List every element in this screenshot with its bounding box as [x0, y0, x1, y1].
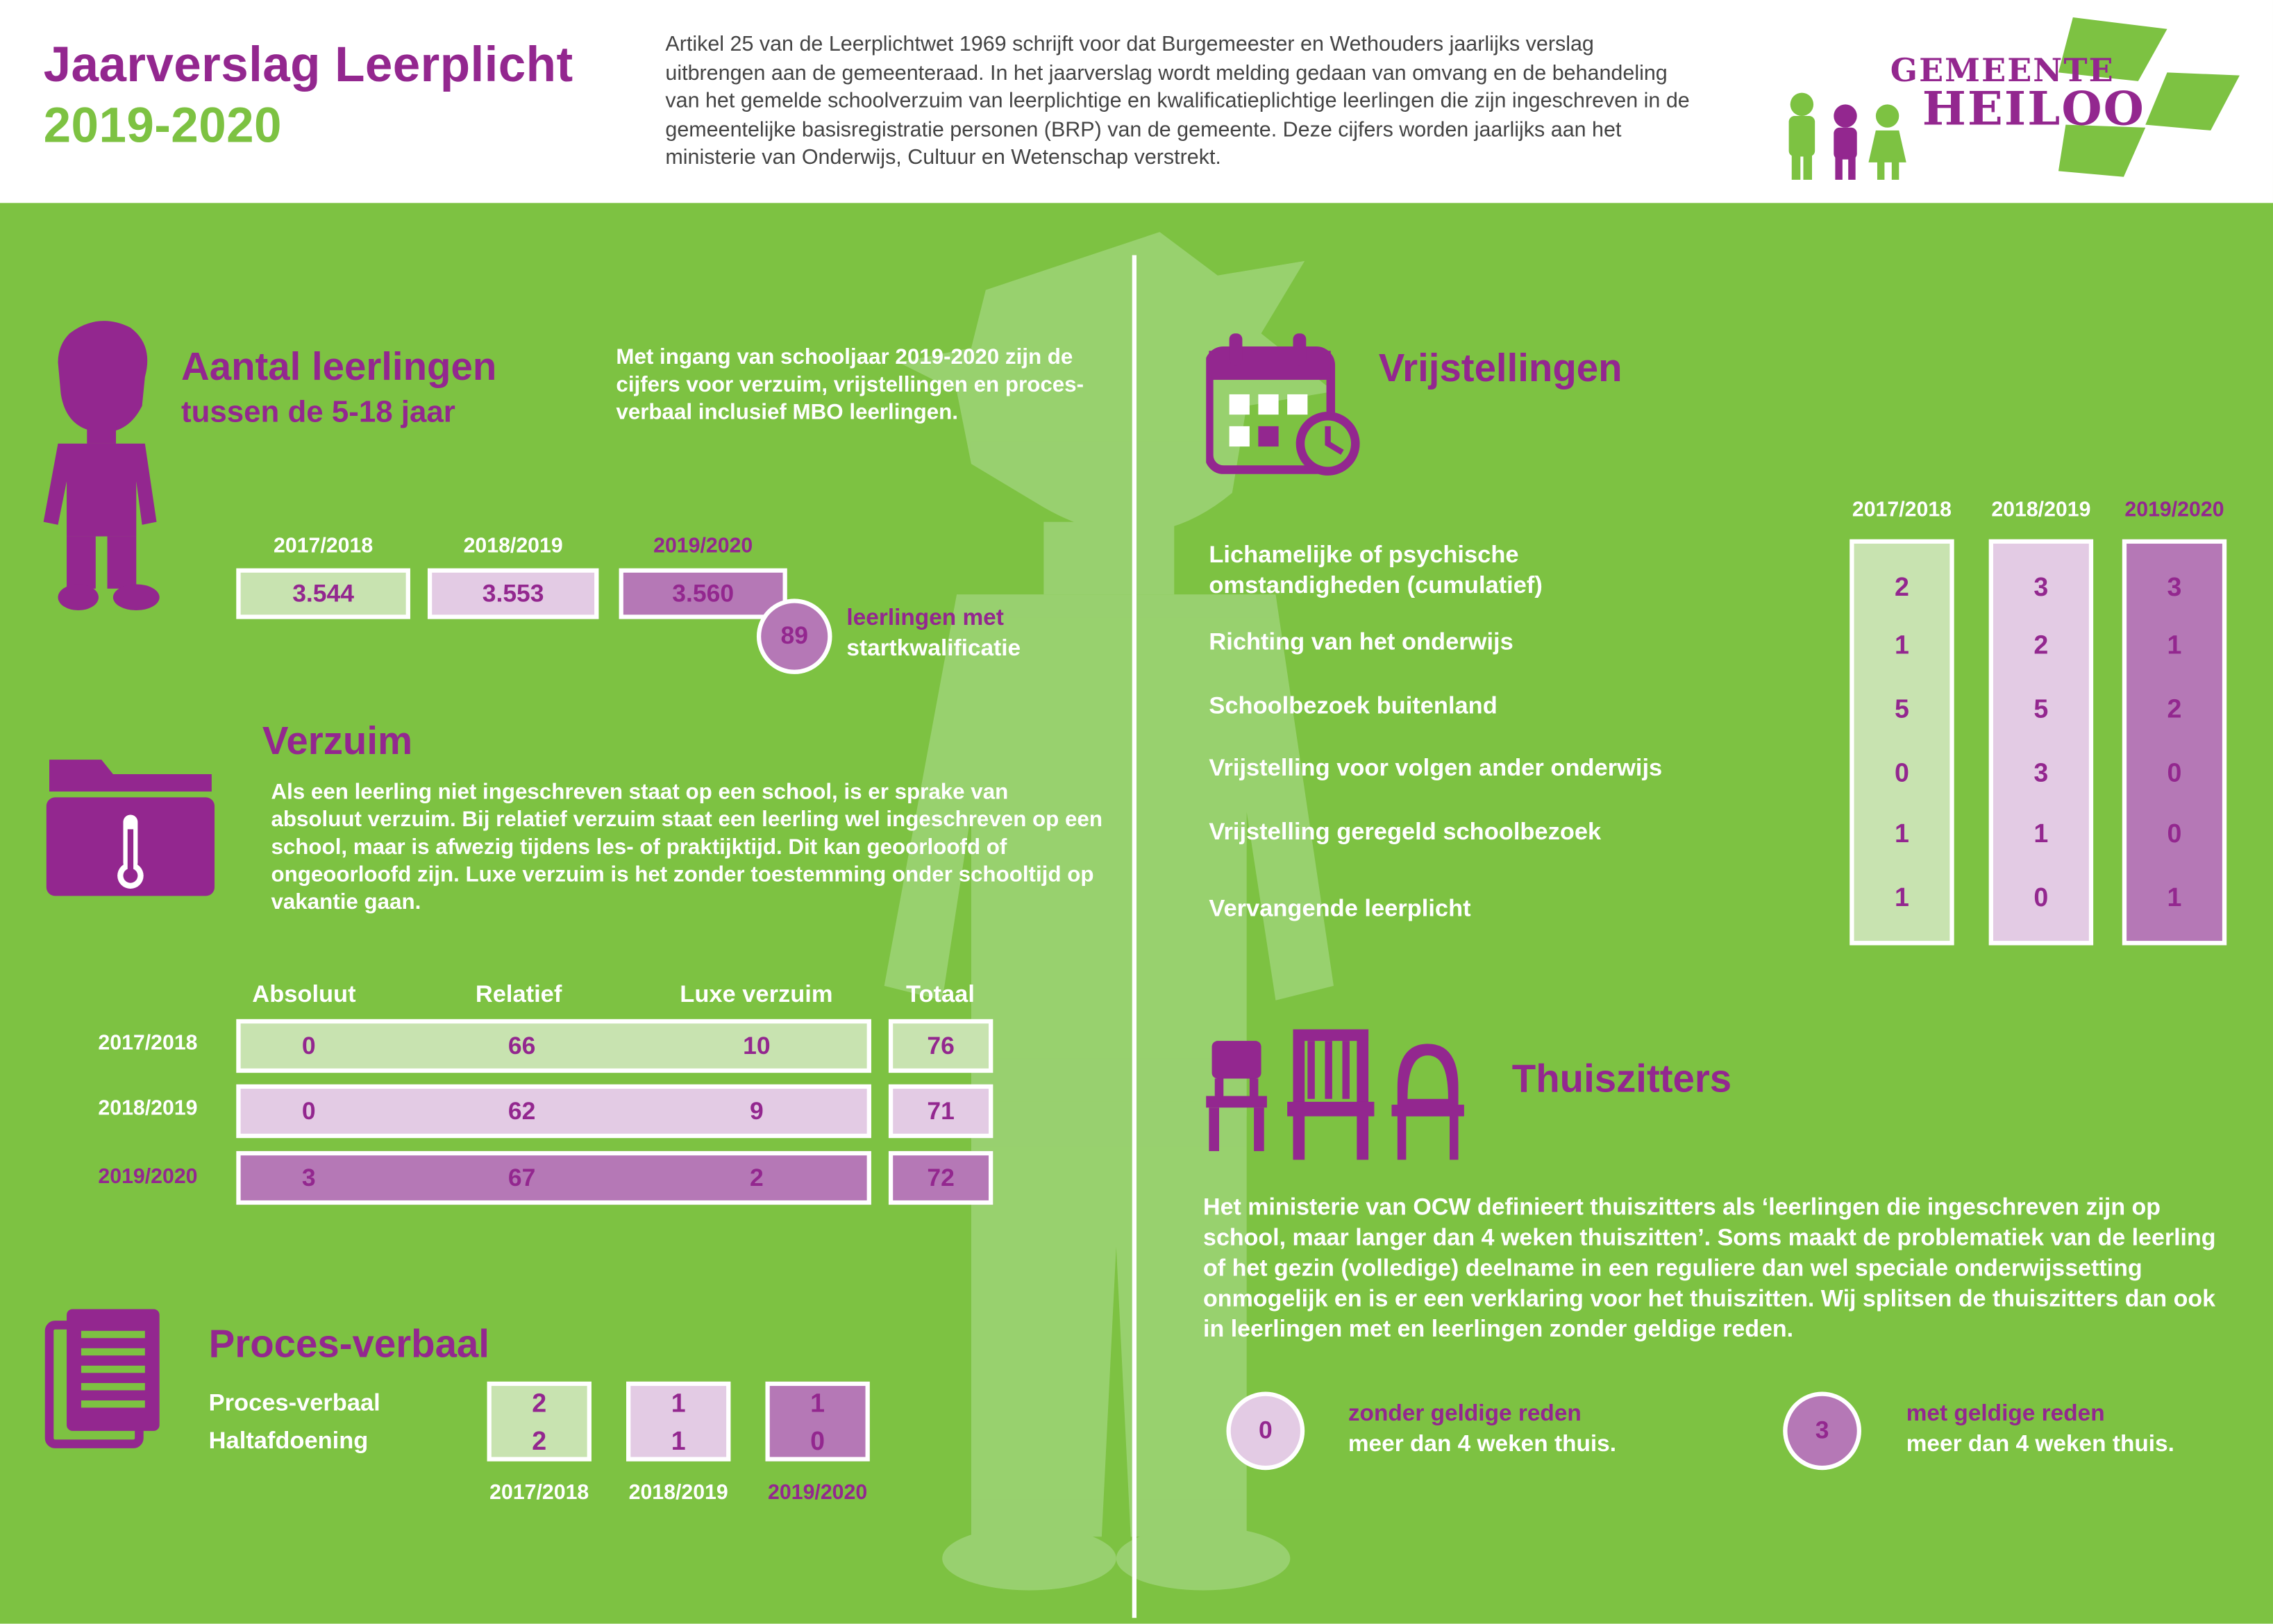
verzuim-relatief-value: 67	[508, 1163, 536, 1191]
verzuim-row-year: 2018/2019	[98, 1097, 198, 1121]
vrij-value: 1	[2167, 630, 2182, 660]
vrij-row-label: Vrijstelling voor volgen ander onderwijs	[1209, 755, 1663, 782]
chairs-icon	[1203, 1029, 1471, 1166]
aantal-year-1: 2017/2018	[274, 535, 374, 558]
proces-title: Proces-verbaal	[208, 1322, 489, 1366]
aantal-value-2019: 3.560	[619, 568, 787, 619]
verzuim-row-year: 2019/2020	[98, 1165, 198, 1189]
vrij-value: 2	[2033, 630, 2049, 660]
intro-text: Artikel 25 van de Leerplichtwet 1969 schrijft voor dat Burgemeester en Wethouders jaarlijks verslag uitbrengen aan de gemeenteraad. In het jaarverslag wordt melding gedaan van omvang en de behandeling van het gemelde schoolverzuim van leerplichtige en kwalificatieplichtige leerlingen die zijn ingeschreven in de gemeentelijke basisregistratie personen (BRP) van de gemeente. Deze cijfers worden jaarlijks aan het ministerie van Onderwijs, Cultuur en Wetenschap verstrekt.	[665, 33, 1690, 171]
aantal-note: Met ingang van schooljaar 2019-2020 zijn de cijfers voor verzuim, vrijstellingen en proces-verbaal inclusief MBO leerlingen.	[616, 344, 1084, 425]
zonder-reden-label-2: meer dan 4 weken thuis.	[1348, 1432, 1617, 1457]
vrij-row-label: Vervangende leerplicht	[1209, 896, 1471, 922]
thuiszitters-text: Het ministerie van OCW definieert thuiszitters als ‘leerlingen die ingeschreven zijn op school, maar langer dan 4 weken thuiszitten’. Soms maakt de problematiek van de leerling of het gezin (volledige) deelname in een reguliere dan wel speciale onderwijssetting onmogelijk en is er een verklaring voor het thuiszitten. Wij splitsen de thuiszitters dan ook in leerlingen met en leerlingen zonder geldige reden.	[1203, 1194, 2216, 1343]
vrij-value: 1	[1894, 819, 1909, 848]
met-reden-count: 3	[1783, 1391, 1861, 1470]
proces-halt-value: 1	[671, 1426, 686, 1456]
verzuim-title: Verzuim	[262, 719, 413, 763]
verzuim-luxe-value: 2	[750, 1163, 764, 1191]
vrij-value: 5	[2033, 694, 2049, 723]
page-title: Jaarverslag Leerplicht	[43, 37, 573, 93]
proces-pv-value: 2	[532, 1389, 547, 1418]
vrij-value: 3	[2033, 572, 2049, 602]
vrij-value: 0	[2167, 758, 2182, 787]
verzuim-text: Als een leerling niet ingeschreven staat op een school, is er sprake van absoluut verzuim. Bij relatief verzuim staat een leerling wel ingeschreven op een school, maar is afwezig tijdens les- of praktijktijd. Dit kan geoorloofd of ongeoorloofd zijn. Luxe verzuim is het zonder toestemming onder schooltijd op vakantie gaan.	[271, 780, 1102, 915]
proces-label-halt: Haltafdoening	[208, 1428, 369, 1455]
verzuim-row-year: 2017/2018	[98, 1032, 198, 1056]
aantal-subtitle: tussen de 5-18 jaar	[181, 396, 455, 430]
aantal-value-2017: 3.544	[236, 568, 410, 619]
aantal-value-2018: 3.553	[428, 568, 598, 619]
proces-year-3: 2019/2020	[768, 1481, 868, 1505]
vrij-value: 5	[1894, 694, 1909, 723]
logo-heiloo-text: HEILOO	[1922, 81, 2145, 137]
verzuim-relatief-value: 66	[508, 1031, 536, 1060]
vrijstellingen-title: Vrijstellingen	[1378, 346, 1622, 390]
zonder-reden-count: 0	[1226, 1391, 1305, 1470]
verzuim-totaal-value: 76	[889, 1019, 993, 1073]
proces-halt-value: 2	[532, 1426, 547, 1456]
vrij-value: 1	[1894, 630, 1909, 660]
verzuim-header-absoluut: Absoluut	[252, 981, 356, 1008]
proces-label-pv: Proces-verbaal	[208, 1390, 380, 1416]
verzuim-absoluut-value: 3	[301, 1163, 316, 1191]
logo-gemeente-text: GEMEENTE	[1890, 52, 2115, 90]
proces-year-1: 2017/2018	[489, 1481, 589, 1505]
column-divider	[1132, 255, 1136, 1618]
proces-halt-value: 0	[810, 1426, 825, 1456]
thuiszitters-title: Thuiszitters	[1511, 1057, 1732, 1100]
vrij-value: 1	[2033, 819, 2049, 848]
proces-col-2017	[487, 1382, 592, 1462]
proces-pv-value: 1	[671, 1389, 686, 1418]
verzuim-totaal-value: 72	[889, 1151, 993, 1205]
vrij-year-3: 2019/2020	[2124, 499, 2224, 522]
folder-thermometer-icon	[44, 754, 218, 899]
verzuim-luxe-value: 9	[750, 1096, 764, 1125]
vrij-value: 2	[2167, 694, 2182, 723]
vrij-year-1: 2017/2018	[1852, 499, 1952, 522]
zonder-reden-label-1: zonder geldige reden	[1348, 1402, 1582, 1427]
verzuim-luxe-value: 10	[743, 1031, 771, 1060]
verzuim-header-relatief: Relatief	[475, 981, 562, 1008]
met-reden-label-1: met geldige reden	[1906, 1402, 2105, 1427]
calendar-clock-icon	[1206, 330, 1366, 478]
proces-col-2019	[765, 1382, 869, 1462]
verzuim-header-totaal: Totaal	[906, 981, 975, 1008]
aantal-year-2: 2018/2019	[463, 535, 563, 558]
report-year: 2019-2020	[43, 98, 282, 154]
vrij-value: 0	[2167, 819, 2182, 848]
vrij-value: 2	[1894, 572, 1909, 602]
verzuim-absoluut-value: 0	[301, 1096, 316, 1125]
proces-year-2: 2018/2019	[628, 1481, 728, 1505]
startkwalificatie-label-2: startkwalificatie	[846, 636, 1021, 662]
vrij-row-label: Lichamelijke of psychische omstandigheden (cumulatief)	[1209, 542, 1543, 599]
verzuim-header-luxe: Luxe verzuim	[680, 981, 833, 1008]
proces-col-2018	[626, 1382, 730, 1462]
vrij-column-2018	[1989, 539, 2093, 946]
startkwalificatie-label-1: leerlingen met	[846, 605, 1004, 631]
verzuim-absoluut-value: 0	[301, 1031, 316, 1060]
vrij-row-label: Vrijstelling geregeld schoolbezoek	[1209, 819, 1602, 846]
vrij-column-2017	[1850, 539, 1954, 946]
vrij-row-label: Richting van het onderwijs	[1209, 629, 1513, 655]
proces-pv-value: 1	[810, 1389, 825, 1418]
vrij-value: 0	[2033, 882, 2049, 912]
verzuim-relatief-value: 62	[508, 1096, 536, 1125]
child-icon	[40, 319, 171, 616]
vrij-value: 1	[1894, 882, 1909, 912]
vrij-row-label: Schoolbezoek buitenland	[1209, 693, 1498, 719]
aantal-year-3: 2019/2020	[653, 535, 753, 558]
documents-icon	[44, 1305, 165, 1450]
met-reden-label-2: meer dan 4 weken thuis.	[1906, 1432, 2174, 1457]
verzuim-totaal-value: 71	[889, 1085, 993, 1138]
vrij-year-2: 2018/2019	[1991, 499, 2091, 522]
vrij-column-2019	[2122, 539, 2226, 946]
startkwalificatie-count: 89	[757, 598, 832, 674]
vrij-value: 0	[1894, 758, 1909, 787]
vrij-value: 3	[2167, 572, 2182, 602]
vrij-value: 1	[2167, 882, 2182, 912]
vrij-value: 3	[2033, 758, 2049, 787]
aantal-title: Aantal leerlingen	[181, 344, 497, 389]
